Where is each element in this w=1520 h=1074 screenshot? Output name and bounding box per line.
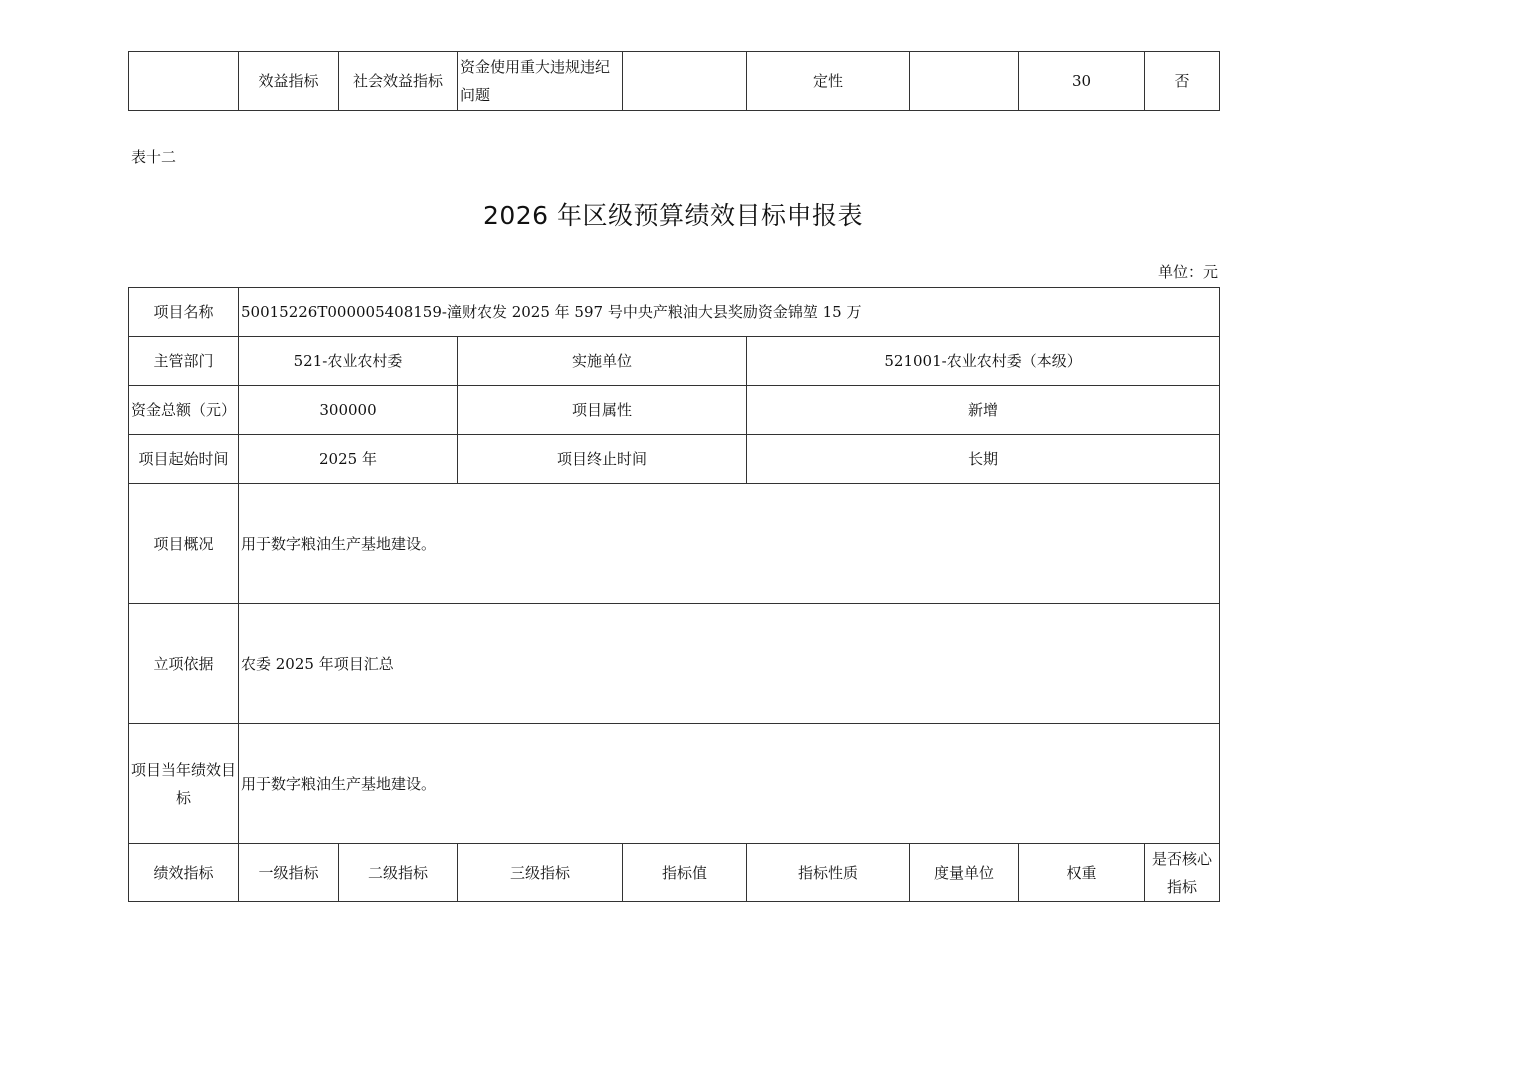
- table-row: [129, 337, 1220, 386]
- header-perf: 绩效指标: [129, 844, 239, 902]
- table-row: [129, 52, 1220, 111]
- header-value: 指标值: [623, 844, 747, 902]
- cell-level2-indicator: 社会效益指标: [339, 52, 458, 111]
- end-label: 项目终止时间: [458, 435, 747, 484]
- fund-label: 资金总额（元）: [129, 386, 239, 435]
- header-core: 是否核心指标: [1145, 844, 1220, 902]
- page-title: 2026 年区级预算绩效目标申报表: [482, 201, 864, 230]
- header-unit: 度量单位: [910, 844, 1019, 902]
- table-row: [129, 484, 1220, 604]
- cell-core: 否: [1145, 52, 1220, 111]
- dept-value: 521-农业农村委: [239, 337, 458, 386]
- header-level3: 三级指标: [458, 844, 623, 902]
- fund-value: 300000: [239, 386, 458, 435]
- basis-label: 立项依据: [129, 604, 239, 724]
- impl-label: 实施单位: [458, 337, 747, 386]
- dept-label: 主管部门: [129, 337, 239, 386]
- goal-value: 用于数字粮油生产基地建设。: [239, 724, 1220, 844]
- attr-value: 新增: [747, 386, 1220, 435]
- attr-label: 项目属性: [458, 386, 747, 435]
- header-nature: 指标性质: [747, 844, 910, 902]
- previous-table-tail: [128, 51, 1220, 111]
- cell-weight: 30: [1019, 52, 1145, 111]
- header-level2: 二级指标: [339, 844, 458, 902]
- cell-level3-indicator: 资金使用重大违规违纪问题: [458, 52, 623, 111]
- cell-measure-unit: [910, 52, 1019, 111]
- start-value: 2025 年: [239, 435, 458, 484]
- goal-label: 项目当年绩效目标: [129, 724, 239, 844]
- overview-value: 用于数字粮油生产基地建设。: [239, 484, 1220, 604]
- table-row: [129, 288, 1220, 337]
- cell: [129, 52, 239, 111]
- table-row: [129, 386, 1220, 435]
- table-number: 表十二: [131, 148, 177, 166]
- basis-value: 农委 2025 年项目汇总: [239, 604, 1220, 724]
- table-row: [129, 724, 1220, 844]
- unit-label: 单位：元: [1157, 263, 1218, 281]
- cell-indicator-nature: 定性: [747, 52, 910, 111]
- indicator-header-row: [129, 844, 1220, 902]
- project-name-label: 项目名称: [129, 288, 239, 337]
- cell-indicator-value: [623, 52, 747, 111]
- table-row: [129, 604, 1220, 724]
- project-name-value: 50015226T000005408159-潼财农发 2025 年 597 号中央产粮油大县奖励资金锦堃 15 万: [239, 288, 1220, 337]
- cell-level1-indicator: 效益指标: [239, 52, 339, 111]
- impl-value: 521001-农业农村委（本级）: [747, 337, 1220, 386]
- table-row: [129, 435, 1220, 484]
- overview-label: 项目概况: [129, 484, 239, 604]
- header-level1: 一级指标: [239, 844, 339, 902]
- budget-form-table: [128, 287, 1220, 902]
- header-weight: 权重: [1019, 844, 1145, 902]
- end-value: 长期: [747, 435, 1220, 484]
- start-label: 项目起始时间: [129, 435, 239, 484]
